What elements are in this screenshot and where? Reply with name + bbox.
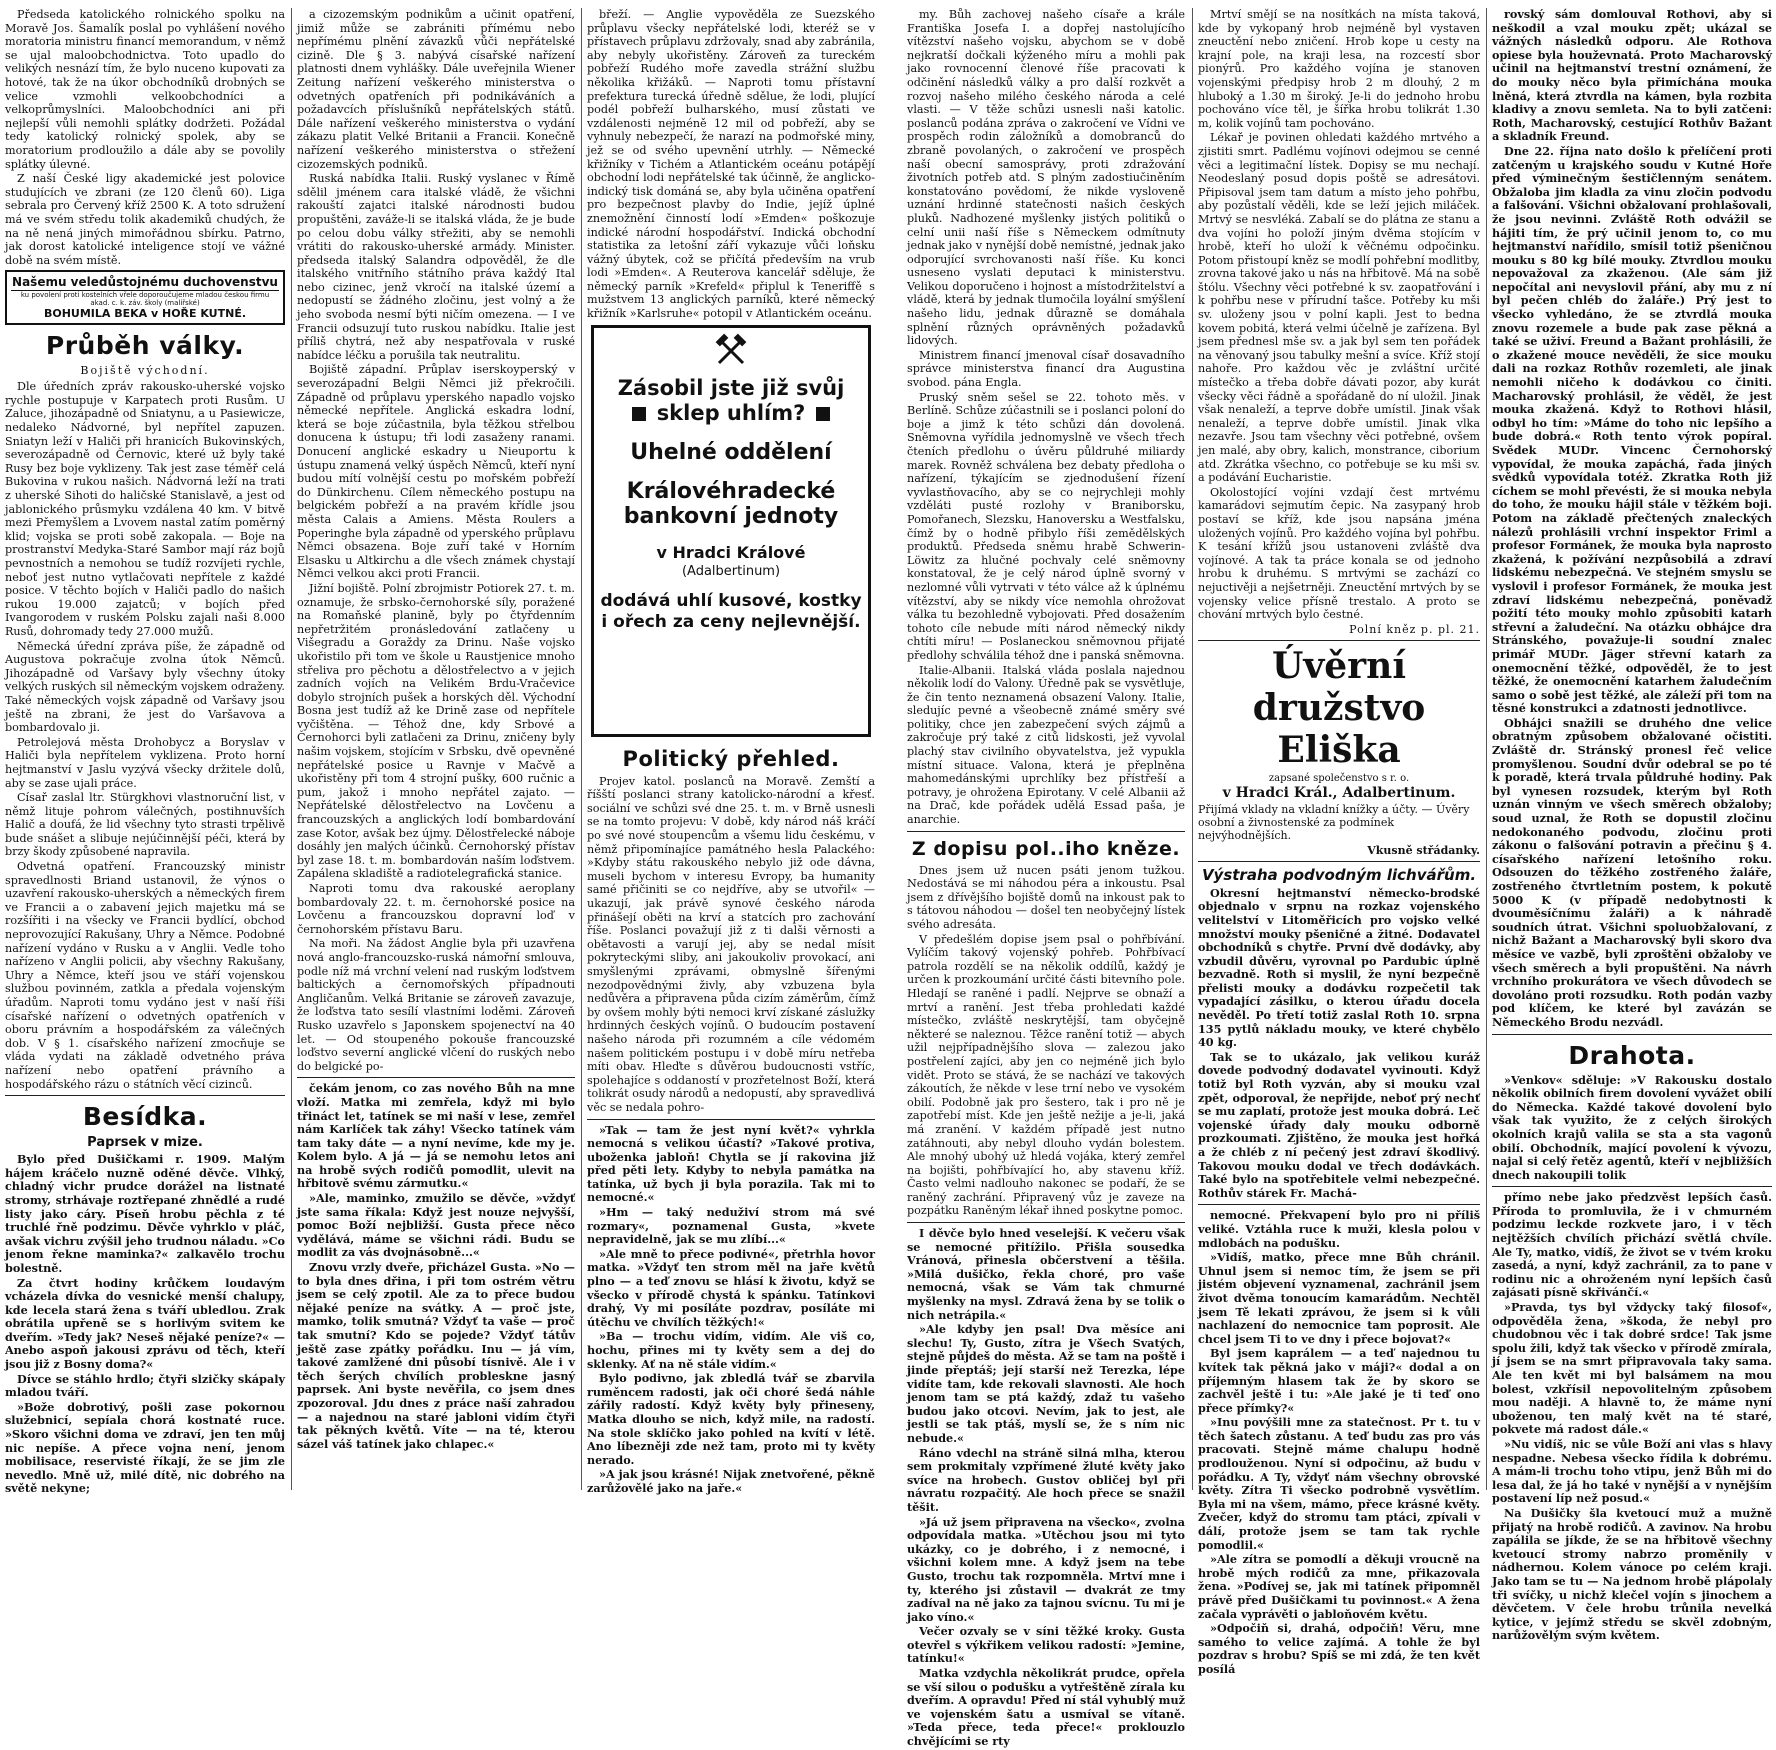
- paragraph: my. Bůh zachovej našeho císaře a krále Františka Josefa I. a dopřej nastolujícího vítězství našeho vojsku, abychom se v době nejkratší dočkali kýženého míru a mohli pak jako rovnocenní členové říše pracovati k odčinění následků války a pro další rozkvět a rozvoj našeho milého českého národa a celé vlasti. — V těže schůzi usnesli naši katolic. poslanců podána zpráva o zakročení ve Vídni ve prospěch rodin záložníků a domobranců do zbraně povolaných, o zakročení ve prospěch naší obecní samosprávy, proti zdražování životních potřeb atd. S plným zadostiučiněním konstatováno povědomí, že nikde vysloveně uznání hrdinné statečnosti našich českých pluků. Nadhozené myšlenky jistých politiků o celní unii naší říše s Německem odmítnuty jednak jako v nynější době nemístné, jednak jako odporující svrchovanosti naší říše. Ku konci usneseno vyslati deputaci k ministerstvu. Velikou doporučeno i hojnost a místodržitelství a vládě, která by jednak tlumočila loyální smýšlení našeho lidu, jednak důrazně se domáhala splnění různých oprávněných požadavků lidových.: [907, 8, 1185, 348]
- paragraph: Odvetná opatření. Francouzský ministr spravedlnosti Briand ustanovil, že výnos o uzavření rakousko-uherských a německých firem ve Francii a o zabavení jejich majetku má se rozšířiti i na všecky ve Francii bydlící, obchod neprovozující Rakušany, Uhry a Němce. Podobné nařízení vydáno v Rusku a v Anglii. Vedle toho nařízeno v Anglii policii, aby všechny Rakušany, Uhry a Němce, kteří jsou ve stáří vojenskou službou povinném, zatkla a předala vojenským úřadům. Naproti tomu vydáno jest v naší říši císařské nařízení o odvetných opatřeních v oboru právním a hospodářském za válečných dob. V § 1. císařského nařízení zmocňuje se vláda vydati na základě odvetného práva nařízení nebo opatření právního a hospodářského rázu o státních věcí cizinců.: [5, 860, 285, 1091]
- paragraph: Německá úřední zpráva píše, že západně od Augustova pokračuje zvolna útok Němců. Jihozápadně od Varšavy byly všechny útoky velkých ruských sil německým vojskem odraženy. Také německých vojsk západně od Varšavy jsou ještě na zbrani, že jest do Varšavova a bombardovalo ji.: [5, 639, 285, 735]
- paragraph: rovský sám domlouval Rothovi, aby si neškodil a vzal mouku zpět; ukázal se vážných následků odporu. Ale Rothova opiese byla houževnatá. Proto Macharovský učinil na hejtmanství trestní oznámení, že do mouky něco byla přimíchána mouka lněná, která ztvrdla na kámen, byla rozbita kladivy a znovu semleta. Na to byli zatčeni: Roth, Macharovský, cestující Rothův Bažant a skladník Freund.: [1492, 7, 1772, 144]
- paragraph: Ruská nabídka Italii. Ruský vyslanec v Římě sdělil jménem cara italské vládě, že všichni rakouští zajatci italské národnosti budou propuštěni, zaváže-li se italská vláda, že je bude po celou dobu války střežiti, aby se nemohli vrátiti do rakousko-uherské armády. Minister. předseda italský Salandra odpověděl, že dle italského vnitřního státního práva každý Ital nebo cizinec, jenž vkročí na italské území a nedopustí se žádného zločinu, jest volný a že jeho svoboda nesmí býti ničím omezena. — I ve Francii odsuzují tuto ruskou nabídku. Italie jest příliš chytrá, než aby nespatřovala v ruské nabídce léčku a porušila tak neutralitu.: [297, 172, 575, 362]
- section-heading-drahota: Drahota.: [1568, 1040, 1696, 1070]
- paragraph: Dívce se stáhlo hrdlo; čtyři slzičky skápaly mladou tváří.: [5, 1371, 285, 1400]
- divider: [5, 1095, 285, 1096]
- paragraph: I děvče bylo hned veselejší. K večeru však se nemocné přitížilo. Přišla sousedka Vránová, přinesla občerstvení a těšila. »Milá dušičko, řekla choré, pro vaše nemocná, však se Vám tak chmurné myšlenky na mysl. Zdravá žena by se tolik o nich netrápila.«: [907, 1226, 1185, 1322]
- ad-heading-block: [600, 440, 862, 529]
- right-column-2: [1198, 8, 1480, 1678]
- divider: [297, 1077, 575, 1078]
- divider: [1198, 1204, 1480, 1205]
- paragraph: »Já už jsem připravena na všecko«, zvolna odpovídala matka. »Utěchou jsou mi tyto ukázky, co je dobrého, i z nemocné, i všichni kolem mne. A když jsem na tebe Gusto, trochu tak rozpomněla. Mrtví mne i ty, kterého jsi zůstavil — dvakrát ze tmy zadíval na ně jako za tajnou svícnu. Tu mi je jako víno.«: [907, 1514, 1185, 1624]
- paragraph: »Bože dobrotivý, pošli zase pokornou služebnicí, sepíala chorá kostnaté ruce. »Skoro všichni doma ve zdraví, jen ten můj nic nepíše. A přece vojna není, jenom mobilisace, reservisté říkají, že se jim zle nevedlo. Mně už, milé dítě, nic dobrého na světě nekyne;: [5, 1399, 285, 1496]
- ad-subtitle: zapsané společenstvo s r. o.: [1268, 772, 1410, 784]
- signature: Polní kněz p. pl. 21.: [1349, 622, 1480, 636]
- paragraph: Z naší České ligy akademické jest polovice studujících ve zbrani (ze 120 členů 60). Liga sebrala pro Červený kříž 2500 K. A toto sdružení má ve svém středu tolik akademiků chudých, že na ně nená jiných mimořádnou sbírku. Patrno, jak dorost katolické inteligence stojí ve vážné době na svém místě.: [5, 172, 285, 267]
- paragraph: Tak se to ukázalo, jak velikou kuráž dovede podvodný dodavatel vyvinouti. Když totiž byl Roth vyzván, aby si mouku vzal zpět, odporoval, že nepřijde, neboť prý nechť se mu zaplatí, protože jest mouka dobrá. Leč vojenské úřady daly mouku odborně prozkoumati. Zjištěno, že mouka jest hořká a že chléb z ní pečený jest zdraví škodlivý. Takovou mouku dodal ve třech dodávkách. Také bylo na spotřebitele velmi nebezpečné. Rothův stárek Fr. Machá-: [1198, 1049, 1480, 1200]
- divider: [1198, 861, 1480, 862]
- square-bullet-icon: [816, 407, 830, 421]
- left-column-1: [5, 8, 285, 1497]
- column-divider: [291, 8, 292, 1490]
- paragraph: »Venkov« sděluje: »V Rakousku dostalo několik obilních firem dovolení vyvážet obilí do Německa. Každé takové dovolení bylo však tak využito, že z celých širokých okolních krajů valila se sta a sta vagonů obilí. Obchodník, mající povolení k vývozu, najal si celý řetěz agentů, kteří v nejbližších dnech nakoupili tolik: [1492, 1072, 1772, 1182]
- square-bullet-icon: [632, 407, 646, 421]
- crossed-hammers-icon: [600, 336, 862, 370]
- paragraph: Jižní bojiště. Polní zbrojmistr Potiorek 27. t. m. oznamuje, že srbsko-černohorské síly, poražené na Romaňské planině, byly po čtyřdenním nepřetržitém pronásledování zatlačeny u Višegradu a Goraždy za Drinu. Naše vojsko ukořistilo při tom ve škole u Raustjenice mnoho střeliva pro pěchotu a dělostřelectvo a v jejich zadních vojích na Velikém Brdu-Vračevice dobylo strojních pušek a horských děl. Východní Bosna jest tudíž až ke Drině zase od nepřítele vyčištěna. — Téhož dne, kdy Srbové a Černohorci byli zatlačeni za Drinu, zničeny byly našim vojskem, stojícím v Srbsku, dvě opevněné nepřátelské posice u Ravnje v Mačvě a ukořistěny při tom 4 strojní pušky, 600 ručnic a pum, jakož i mnoho nepřátel zajato. — Nepřátelské dělostřelectvo na Lovčenu a francouzských a anglických lodí bombardování zase Kotor, avšak bez újmy. Dělostřelecké náboje dosáhly jen malých účinků. Černohorský přístav byl zase 18. t. m. bombardován naším loďstvem. Zapálena skladiště a radiotelegrafická stanice.: [297, 581, 575, 881]
- paragraph: přímo nebe jako předzvěst lepších časů. Příroda to promluvila, že i v chmurném podzimu leckde rozkvete jaro, i v těch nejtěžších chvílích přichází světlá chvíle. Ale Ty, matko, vidíš, že život se v tvém kroku zasedá, a nyní, když zachránil, za to pane v rodinu nic a ohroženém nyní lepších časů zajásati písně skřivánčí.«: [1492, 1190, 1772, 1300]
- paragraph: Pruský sněm sešel se 22. tohoto měs. v Berlíně. Schůze zúčastnili se i poslanci poloní do boje a jimž k této schůzi dán dovolená. Sněmovna vyřídila jednomyslně ve všech třech čteních předlohu o úvěru půldruhé miliardy marek. Rovněž schválena bez debaty předloha o nařízení, týkajícím se zjednodušení řízení vyvlastňovacího, aby se co nejrychleji mohly vzděláti pusté rozlohy v Braniborsku, Pomořanech, Slezsku, Hanoversku a Westfalsku, čímž by o hodně přibylo říši zemědělských produktů. Předseda sněmu hrabě Schwerin-Löwitz za hlučné pochvaly celé sněmovny konstatoval, že je celý národ úplně svorný v nezlomné vůli vytrvati v této válce až k úplnému vítězství, aby se nikdy více nemohla ohrožovat válka tu bezohledně vybojovati. Před dosažením tohoto cíle nebude míti národ německý nikdy chtíti míru! — Poslaneckou sněmovnou přijaté předlohy schválila téhož dne i panská sněmovna.: [907, 390, 1185, 662]
- paragraph: Ministrem financí jmenoval císař dosavadního správce ministerstva financí dra Augustina svobod. pána Engla.: [907, 348, 1185, 390]
- paragraph: Bylo podivno, jak zbledlá tvář se zbarvila ruměncem radosti, jak oči choré šedá náhle zářily radostí. Když květy byly přineseny, Matka dlouho se nich, když mile, na radostí. Na stole sklíčko jako pohled na kvítí v létě. Ano líbezněji zde než tam, proto mi ty květy nerado.: [587, 1371, 875, 1467]
- paragraph: Ráno vdechl na stráně silná mlha, kterou sem prokmitaly vzpřímené žluté květy jako svíce na hrobech. Gustov obličej byl při návratu rozpačitý. Ale hoch přece se snažil těšit.: [907, 1445, 1185, 1514]
- section-heading-politics: Politický přehled.: [622, 746, 840, 771]
- paragraph: Večer ozvaly se v síni těžké kroky. Gusta otevřel s výkřikem velikou radostí: »Jemine, tatínku!«: [907, 1624, 1185, 1666]
- paragraph: »Inu povýšili mne za statečnost. Pr t. tu v těch šatech zůstanu. A teď budu zas pro vás pracovati. Stejně máme chalupu hodně prodlouženou. Nyní si odpočinu, až budu v pořádku. A Ty, vždyť nám všechny obrovské květy. Zítra Ti všecko podrobně vysvětlím. Byla mi na všem, mámo, přece krásné květy. Zvečer, když do stromu tam ptáci, zpívali v dálí, protože jsem se tam tak rychle pomodlil.«: [1198, 1415, 1480, 1552]
- section-heading-warning: Výstraha podvodným lichvářům.: [1201, 865, 1477, 884]
- ad-address: v Hradci Král., Adalbertinum.: [1222, 784, 1456, 801]
- left-column-3: [587, 8, 875, 1497]
- paragraph: břeží. — Anglie vypověděla ze Suezského průplavu všecky nepřátelské lodi, kteréž se v přístavech průplavu zdržovaly, snad aby zabránila, aby nebyly ukořistěny. Zároveň za tureckém pobřeží Rudého moře zavedla strážní službu několika křižáků. — Naproti tomu přístavní prefektura turecká úředně sdělue, že lodi, plující podél pobřeží bulharského, musí zůstati ve vzdálenosti nejméně 12 mil od pobřeží, aby se vyhnuly nebezpečí, že narazí na podmořské miny, jež se od svého upevnění utrhly. — Německé křižníky v Tichém a Atlantickém oceánu potápějí obchodní lodi nepřátelské tak účinně, že anglicko-indický tisk dománá se, aby byla učiněna opatření pro bezpečnost plavby do Indie, jejíž úplné znemožnění činností lodí »Emden« poškozuje indické národní hospodářství. Indická obchodní statistika za letošní září vykazuje vůči loňsku vážný úbytek, což se přičítá především na vrub lodi »Emden«. A Reuterova kancelář sděluje, že německý parník »Krefeld« připlul k Teneriffě s mužstvem 13 anglických parníků, které německý křižník »Karlsruhe« potopil v Atlantickém oceánu.: [587, 8, 875, 321]
- advertisement-beka: [5, 270, 285, 325]
- paragraph: Byl jsem kaprálem — a teď najednou tu kvítek tak pěkná jako v máji?« dodal a on příjemným hlasem tak že by skoro se zachvěl ještě i tu: »Ale jaké je ti teď ono přece přímky?«: [1198, 1346, 1480, 1415]
- ad-name: BOHUMILA BEKA v HOŘE KUTNÉ.: [43, 307, 247, 321]
- paragraph: Matka vzdychla několikrát prudce, opřela se vší silou o podušku a vytřeštěně zírala ku dveřím. A opravdu! Před ní stál vyhublý muž ve vojenském šatu a usmíval se vítaně. »Teda přece, teda přece!« proklouzlo chvějícími se rty: [907, 1666, 1185, 1749]
- divider: [907, 831, 1185, 832]
- ad-question-line2: sklep uhlím?: [656, 400, 806, 425]
- paragraph: Na moři. Na žádost Anglie byla při uzavřena nová anglo-francouzsko-ruská námořní smlouva, podle níž má vrchní velení nad ruským loďstvem baltických a černomořských případnouti Angličanům. Velká Britanie se zároveň zavazuje, že loďstva tato sesílí vlastními loděmi. Zároveň Rusko uzavřelo s Japonskem spojenectví na 40 let. — Od stoupeného pokouše francouzské loďstvo severní anglické vlčení do ruských nebo do belgické po-: [297, 937, 575, 1073]
- paragraph: Obhájci snažili se druhého dne velice obratným způsobem obžalované očistiti. Zvláště dr. Stránský pronesl řeč velice promyšlenou. Soudní dvůr odebral se po té k poradě, která trvala půldruhé hodiny. Pak byl vynesen rozsudek, kterým byl Roth uznán vinným ve všech směrech obžaloby; soud uznal, že Roth se dopustil zločinu nedokonaného podvodu, zločinu proti zákonu o falšování potravin a přečinu § 4. císařského nařízení letošního roku. Odsouzen do těžkého zostřeného žaláře, zostřeného čtvrtletním postem, k pokutě 5000 K (v případě nedobytnosti k dvouměsíčnímu žaláři) a k náhradě soudních útrat. Všichni spoluobžalovaní, z nichž Bažant a Macharovský byli skoro dva měsíce ve vazbě, byli zproštěni obžaloby ve všech směrech a byli propuštěni. Na návrh vrchního prokurátora ve všech důvodech se dovoláno proti rozsudku. Roth podán vazby pod klíčem, ke které byl zavázán se Německého Brodu nezvádl.: [1492, 715, 1772, 1029]
- divider: [907, 1222, 1185, 1223]
- ad-question: [600, 376, 862, 426]
- section-heading-war: Průběh války.: [45, 331, 245, 361]
- paragraph: V předešlém dopise jsem psal o pohřbívání. Vylíčím takový vojenský pohřeb. Pohřbívací patrola rozdělí se na několik oddílů, každý je určen k prozkoumání určité části bitevního pole. Hledají se raněné i padlí. Nejprve se obnaží a mrtví a ranění. Jest třeba prohledati každé místečko, zvláště neskrytější, tam obyčejně některé se naleznou. Těžce ranění totiž — abych užil nejpřípadnějšího slova — zalezou jako postřelení zajíci, aby jen co nejméně jich bylo vidět. Proto se stává, že se nachází ve takových zákoutích, že někde v lese trní nebo ve vysokém obilí. Podobně jak pro šestero, tak i pro ně je zapotřebí míst. Kde jen ještě nežije a je-li, jaká má zranění. V každém případě jest nutno zatáhnouti, aby nebyl dlouho vydán bolestem. Ale mnohý ubohý už hledá vojáka, který zemřel na bojišti, pohřbívající ho, aby stavenu kříž. Často velmi nadlouho nakonec se podaří, že se raněný zachrání. Připravený vůz je zaveze na pozpátku Raněným lékař ihned poskytne pomoc.: [907, 932, 1185, 1218]
- advertisement-eliska: [1198, 645, 1480, 857]
- column-divider: [581, 8, 582, 1490]
- ad-title: Úvěrní družstvo Eliška: [1252, 644, 1426, 771]
- right-column-1: [907, 8, 1185, 1750]
- ad-text: Přijímá vklady na vkladní knížky a účty. — Úvěry osobní a živnostenské za podmínek nejvýhodnějších.: [1198, 802, 1470, 842]
- divider: [1492, 1034, 1772, 1035]
- paragraph: »Ale mně to přece podivné«, přetrhla hovor matka. »Vždyť ten strom měl na jaře květů plno — a teď znovu se hlásí k životu, když se všecko v přírodě chystá k spánku. Tatínkovi drahý, Vy mi posíláte pozdrav, posíláte mi útěchu ve chvílích těžkých!«: [587, 1246, 875, 1329]
- column-divider: [1192, 8, 1193, 1490]
- paragraph: Okresní hejtmanství německo-brodské objednalo v srpnu na rozkaz vojenského velitelství v Litoměřicích pro vojsko velké množství mouky pšeničné a žitné. Dodavatel obchodníků s chytře. První dvě dodávky, aby vzbudil důvěru, vyrovnal po Pardubic úplně bezvadně. Roth si myslil, že nyní bezpečně přelisti mouky a dodávku rozpečetil tak vypadající zásilku, o kterou úřadu docela nevěděl. Po třetí totiž zaslal Roth 10. srpna 135 pytlů nákladu mouky, ve které chybělo 40 kg.: [1198, 885, 1480, 1050]
- divider: [1492, 1186, 1772, 1187]
- paragraph: Předseda katolického rolnického spolku na Moravě Jos. Šamalík poslal po vyhlášení nového moratoria ministru financí memorandum, v němž se ujal maloobchodnictva. Toto upadlo do velikých nesnází tím, že bylo nuceno kupovati za hotové, tak že na úkor obchodníků drobných se velice vzmohli velkoobchodníci a velkoprůmyslníci. Maloobchodníci ani při nejlepší vůli nemohli splátky dodržeti. Požádal tedy katolický rolnický spolek, aby se moratorium prodloužilo a dále aby se povolily splátky úlevné.: [5, 8, 285, 171]
- advertisement-coal: [591, 325, 871, 737]
- paragraph: Lékař je povinen ohledati každého mrtvého a zjistiti smrt. Padlému vojínovi odejmou se cenné věci a legitimační lístek. Dopisy se mu nechají. Neodeslaný posud dopis poště se adresátovi. Připisoval jsem tam datum a místo jeho pohřbu, aby pozůstalí věděli, kde se leží jejich miláček. Mrtvý se nesvléká. Zabalí se do plátna ze stanu a dva vojíni ho položí jiným dvěma stojícím v hrobě, kteří ho uloží k věčnému odpočinku. Potom přistoupí kněz se modlí pohřební modlitby, zrovna takové jako u nás na hřbitově. Má na sobě štólu. Všechny věci potřebné k sv. zaopatřování i k pohřbu nese v přírudní tašce. Potřeby ku mši sv. uloženy jsou v polní kapli. Jest to bedna kovem pobitá, která velmi účelně je zařízena. Byl jsem přednesl mše sv. a jak byl sem ten pořádek na věnovaný jsou tabulky mešní a svíce. Kříž stojí nahoře. Pro každou věc je zvláštní určité místečko a třeba dobře dávati pozor, aby kurát všecky věci řádně a spořádaně do ní uložil. Jinak však nenaleží, a teprve dobře umístil. Jinak však nenaleží, a teprve dobře umístil. Jinak vlka nezavře. Jsou tam všechny věci potřebné, ovšem jen malé, aby obry, kalich, monstrance, ciborium atd. Zkrátka všechno, co potřebuje se ku mši sv. a podávání Eucharistie.: [1198, 131, 1480, 485]
- ad-text: ku povolení proti kostelních vřele doporoučujeme mladou českou firmu akad. c. k. záv. školy (malířské): [20, 291, 270, 308]
- section-heading-letter: Z dopisu pol..iho kněze.: [911, 837, 1181, 860]
- paragraph: Za čtvrt hodiny krůčkem loudavým vcházela dívka do vesnické menší chalupy, kde lecela stará žena s tváří ubledlou. Zrak obrátila upřeně se s horlivým svitem ke dveřím. »Tedy jak? Neseš nějaké peníze?« — Anebo aspoň jakousi zprávu od těch, kteří jsou již z Bosny doma?«: [5, 1275, 285, 1372]
- paragraph: »Ale kdyby jen psal! Dva měsíce ani slechu! Ty, Gusto, zítra je Všech Svatých, stejně půjdeš do města. Až se tam na poště i jinde přeptáš; její starší než Terezka, lépe vidíte tam, kde rekovali slavnosti. Ale hoch jenom tam se ptá každý, zdaž tu vašeho budou jako otcovi. Nevím, jak to jest, ale jestli se tak ptáš, myslí se, že s ním nic nebude.«: [907, 1322, 1185, 1445]
- paragraph: Bylo před Dušičkami r. 1909. Malým hájem kráčelo nuzně oděné děvče. Vlhký, chladný vichr prudce dorážel na listnaté stromy, strhávaje roztřepané zhnědlé a rudé listy jako cáry. Píseň hrobu pěchla z té truchlé řně podzimu. Děvče vyhrklo v pláč, avšak vichru zvýšil jeho trudnou náladu. »Co jenom řekne maminka?« zalkavělo trochu bolestně.: [5, 1152, 285, 1275]
- paragraph: Na Dušičky šla kvetoucí muž a mužně přijatý na hrobě rodičů. A zavinov. Na hrobu zapálila se jíkde, že se na hřbitově všechny kvetoucí stromy nabrzo proměnily v nádhernou. Kolem vánoce po celém kraji. Jako tam se tu — Na jednom hrobě plápolaly tři svíčky, u nichž klečel vojín s jinochem a děvčetem. V čele hrobu trůnila nevelká kytice, v jejímž středu se skvěl zdobným, narůžovělým svým květem.: [1492, 1505, 1772, 1643]
- left-page: [0, 0, 880, 1500]
- section-subheading: Bojiště východní.: [80, 364, 210, 378]
- paragraph: Okolostojící vojíni vzdají čest mrtvému kamarádovi sejmutím čepic. Na zasypaný hrob postaví se kříž, kde jsou napsána jména uložených vojínů. Pro každého vojína byl pohřbu. K tesání křížů jsou ustanoveni zvláště dva vojínové. A tak ta práce konala se od jednoho hrobu k druhému. S mrtvými se zachází co nejuctivěji a nejšetrněji. Zneuctění mrtvých by se vojensky velice přísně trestalo. A proto se chování mrtvých bylo čestné.: [1198, 485, 1480, 622]
- paragraph: »Odpočiň si, drahá, odpočiň! Věru, mne samého to velice zajímá. A tohle že byl pozdrav s hrobu? Spíš se mi zdá, že ten květ posílá: [1198, 1621, 1480, 1676]
- ad-sign: Vkusně střádanky.: [1367, 843, 1480, 857]
- paragraph: »Vidíš, matko, přece mne Bůh chránil. Uhnul jsem si nemoc tím, že jsem se při jistém objevení vyznamenal, zachránil jsem život dvěma tonoucím kamarádům. Nechtěl jsem Tě lekati zprávou, že jsem si k vůli nachlazení do nemocnice tam poprosit. Ale chcel jsem Ti to ve dny i přece bojovat?«: [1198, 1250, 1480, 1346]
- ad-heading-line: bankovní jednoty: [623, 503, 839, 529]
- ad-question-line1: Zásobil jste již svůj: [617, 375, 845, 400]
- paragraph: Znovu vrzly dveře, přicházel Gusta. »No — to byla dnes dřina, i při tom ostrém větru jsem se celý zpotil. Ale za to přece budou nějaké peníze na svátky. A — proč jste, mamko, tolik smutná? Vždyť ta vaše — proč tak smutní? Kdo se pojede? Vždyť tátův ještě zase zpátky pořádku. Inu — já vím, takové zamlžené dni působí tísnivě. Ale i v těch šerých chvílích probleskne jasný paprsek. Ani byste nevěřila, co jsem dnes zpozoroval. Jdu dnes z práce naší zahradou — a najednou na staré jabloni vidím čtyři tak pěkných květů. Víte — na té, kterou sázel váš tatínek jako chlapec.«: [297, 1260, 575, 1451]
- paragraph: »Ba — trochu vidím, vidím. Ale viš co, hochu, přines mi ty květy sem a dej do sklenky. Ať na ně stále vidím.«: [587, 1329, 875, 1371]
- paragraph: »Tak — tam že jest nyní květ?« vyhrkla nemocná s velikou účastí? »Takové protiva, uboženka jabloň! Chytla se jí rakovina již před pěti lety. Kdyby to nebyla památka na tatínka, už bych ji byla porazila. Tak mi to nemocné.«: [587, 1122, 875, 1205]
- paragraph: »Hm — taký neduživí strom má své rozmary«, poznamenal Gusta, »kvete nepravidelně, jak se mu zlíbí...«: [587, 1205, 875, 1247]
- paragraph: »A jak jsou krásné! Nijak znetvořené, pěkně zarůžovělé jako na jaře.«: [587, 1467, 875, 1495]
- paragraph: Bojiště západní. Průplav iserskoyperský v severozápadní Belgii Němci již překročili. Západně od průplavu yperského napadlo vojsko německé nepřítele. Anglická eskadra lodní, která se boje zúčastnila, byla těžkou střelbou donucena k ústupu; tři lodi zasaženy ranami. Donucení anglické eskadry u Nieuportu k ústupu znamená velký úspěch Němců, kteří nyní budou mítí volnější cestu po mořském pobřeží do Dünkirchenu. Cílem německého postupu na belgickém pobřeží a na pravém křídle jsou města Calais a Amiens. Města Roulers a Poperinghe byla západně od yperského průplavu Němci obsazena. Boje zuří také v Horním Elsasku u Altkirchu a dle všech známek chystají Němci velkou akci proti Francii.: [297, 363, 575, 581]
- paragraph: »Pravda, tys byl vždycky taký filosof«, odpověděla žena, »škoda, že nebyl pro chudobnou věc i tak dobré srdce! Tak jsme spolu žili, když tak všecko v přírodě zmírala, jí jsem se na smrt připravovala taky sama. Ale ten květ mi byl balsámem na mou bolest, vzkřísil nepovolitelným způsobem mou naději. A hlavně to, že máme nyní uboženou, ten malý květ na té staré, pokvete má radost dále.«: [1492, 1300, 1772, 1437]
- section-heading-besidka: Besídka.: [82, 1102, 208, 1132]
- ad-heading-line: Uhelné oddělení: [630, 439, 832, 465]
- story-title: Paprsek v mize.: [87, 1135, 203, 1151]
- paragraph: Petrolejová města Drohobycz a Boryslav v Haliči byla nepřítelem vyklizena. Proto horní hejtmanství v Jaslu vyzývá všecky držitele dolů, aby se zase ujali práce.: [5, 735, 285, 790]
- paragraph: Italie-Albanii. Italská vláda poslala najednou několik lodí do Valony. Úředně pak se vysvětluje, že čin tento neznamená obsazení Valony. Italie, sledujíc pevné a všeobecně známé směry své politiky, chce jen zabezpečení svých zájmů a zakročuje prý také z citů lidskosti, jež vyvolal plachý stav civilního obyvatelstva, jež vypukla místní situace. Valona, která je přeplněna mahomedánskými uprchlíky bez přístřeší a potravy, je ohrožena Epirotany. V celé Albanii až na Drač, kde pořádek udělá Essad paša, je anarchie.: [907, 663, 1185, 827]
- paragraph: Projev katol. poslanců na Moravě. Zemští a říšští poslanci strany katolicko-národní a křesť. sociální ve schůzi své dne 25. t. m. v Brně usnesli se na tomto projevu: V době, kdy národ náš kráčí po své nové stoupencům a všemu lidu českému, v němž připomínajíce památného hesla Palackého: »Kdyby státu rakouského nebylo již ode dávna, museli bychom v interesu Evropy, ba humanity samé přičiniti se co nejdříve, aby se utvořil« — ukazují, jak právě synové českého národa přinášejí oběti na krví a statcích pro zachování říše. Poslanci považují již z ti dalši věrnosti a obětavosti a varují jej, aby se nedal mísit pokryteckými sliby, ani jakoukoliv provokací, ani smyšlenými zprávami, obmyslně šířenými nezodpovědnými živly, aby vzbuzena byla nedůvěra a připravena půda cizím záměrům, čímž by ovšem mohly býti nemoci krví získané záslužky hrdinných českých vojínů. O budoucím postavení našeho národa při rozumném a cíle védomém našem politickém postupu i v době míru netřeba míti obav. Hleďte s důvěrou budoucnosti vstříc, spolehajíce s oddaností v prozřetelnost Boží, která tolikrát osudy národů a nedopustí, aby spravedlivá věc se nedala pohro-: [587, 774, 875, 1114]
- paragraph: Naproti tomu dva rakouské aeroplany bombardovaly 22. t. m. černohorské posice na Lovčenu a francouzskou dopravní loď v černohorském přístavu Baru.: [297, 882, 575, 936]
- paragraph: »Ale zítra se pomodlí a děkuji vroucně na hrobě mých rodičů za mne, přikazovala žena. »Podívej se, jak mi tatínek připomněl právě před Dušičkami tu povinnost.« A žena začala vyprávěti o jabloňovém květu.: [1198, 1552, 1480, 1621]
- column-divider: [1486, 8, 1487, 1490]
- paragraph: Císař zaslal ltr. Stürgkhovi vlastnoruční list, v němž lituje pohrom válečných, postihnuvších Halič a doufá, že lid všechny tyto strasti trpělivě bude snášet a slibuje nejúčinnější péči, která by brzy škody způsobené napravila.: [5, 791, 285, 859]
- right-page: [905, 0, 1776, 1749]
- divider: [1198, 640, 1480, 641]
- ad-heading-line: Královéhradecké: [626, 478, 836, 504]
- divider: [587, 1119, 875, 1120]
- paragraph: »Ale, maminko, zmužilo se děvče, »vždyť jste sama říkala: Když jest nouze nejvyšší, pomoc Boží nejbližší. Gusta přece něco vydělává, máme se všichni rádi. Budu se modlit za vás dvojnásobně...«: [297, 1191, 575, 1260]
- ad-offer: dodává uhlí kusové, kostky i ořech za ceny nejlevnější.: [600, 590, 862, 632]
- paragraph: Dle úředních zpráv rakousko-uherské vojsko rychle postupuje v Karpatech proti Rusům. U Zaluce, jihozápadně od Sniatynu, a u Pasiewicze, nedaleko Nádvorné, byl nepřítel zapuzen. Sniatyn leží v Haliči při hranicích Bukovinských, severozápadně od Černovic, které už byly také Rusy bez boje vyklizeny. Tak jest zase téměř celá Bukovina v rukou našich. Nádvorná leží na trati z uherské Sihoti do haličské Stanislavě, a jest od jablonického průsmyku vzdálena 40 km. V bitvě mezi Přemyšlem a Lvovem nastal zatím poměrný klid; vojska se proti sobě zakopala. — Boje na prostranství Medyka-Staré Sambor mají ráz bojů pevnostních a nemohou se tudíž rozvíjeti rychle, neboť jest nutno vytlačovati nepřítele z každé posice. V těchto bojích v Haliči padlo do našich rukou 19.000 zajatců; v bojích před Ivangorodem v ruském Polsku zajali naši 8.000 Rusů, dohromady tedy 27.000 mužů.: [5, 380, 285, 638]
- paragraph: Dnes jsem už nucen psáti jenom tužkou. Nedostává se mi náhodou péra a inkoustu. Psal jsem z dřívějšího bojiště domů na inkoust pak to s tátovou náhodou — došel ten neobyčejný lístek svého adresáta.: [907, 863, 1185, 931]
- left-column-2: [297, 8, 575, 1452]
- paragraph: Mrtví smějí se na nosítkách na místa taková, kde by vykopaný hrob nejméně byl vystaven zneuctění nebo zničení. Hrob kope u cesty na krajní pole, na kraji lesa, na rozcestí sbor pionýrů. Pro každého vojína je stanoven vojenskými předpisy hrob 2 m dlouhý, 2 m hluboký a 1.30 m široký. Je-li do jednoho hrobu pochováno více těl, je šířka hrobu tolikrát 1.30 m, kolik vojínů tam pochováno.: [1198, 8, 1480, 130]
- ad-location: v Hradci Králové: [656, 542, 806, 562]
- paragraph: Dne 22. října nato došlo k přelíčení proti zatčeným u krajského soudu v Kutné Hoře před výminečným šestičlenným senátem. Obžaloba jim kladla za vinu zločin podvodu a falšování. Všichni obžalovaní prohlašovali, že jsou nevinni. Zvláště Roth odvážil se hájiti tím, že prý učinil jenom to, co mu hejtmanství nařídilo, smísil totiž pšeničnou mouku s 80 kg bílé mouky. Ztvrdlou mouku nepovažoval za zkaženou. (Ale sám již nepočítal ani nevyslovil přání, aby mu z ní byl pečen chléb do žaláře.) Prý jest to všecko vyhledáno, že se ztvrdlá mouka znovu rozemele a bude pak zase pěkná a také se uživí. Freund a Bažant prohlásili, že o zkažené mouce nevěděli, že sice mouku dali na rozkaz Rothův rozemleti, ale jinak nemohli ničeho k dodávkou co činiti. Macharovský prohlásil, že věděl, že jest mouka zkažená. Když to Rothovi hlásil, odbyl ho tím: »Máme do toho nic lepšího a bude dobrá.« Roth tento výrok popíral. Svědek MUDr. Vincenc Černohorský vypovídal, že mouka zapáchá, řada jiných svědků vypovídala totéž. Zkratka Roth již cíchem se mohl převésti, že si mouka nebyla do toho, že mouku hájil stále v těžkém boji. Potom na základě přečtených znaleckých nálezů prohlásili vrchní inspektor Friml a profesor Formánek, že mouka byla naprosto zkažená, k požívání nezpůsobilá a zdraví lidskému nebezpečná. Ve stejném smyslu se vyslovil i profesor Formánek, že mouka jest zdraví lidskému nebezpečná, poněvadž požití této mouky mohlo způsobiti katarh střevní a žaludeční. Na otázku obhájce dra Stránského, považuje-li soudní znalec primář MUDr. Jäger střevní katarh za onemocnění těžké, odpověděl, že to jest těžké, že onemocnění katarhem žaludečním samo o sobě jest těžké, ale záleží při tom na těsné konstrukci a zdatnosti jednotlivce.: [1492, 143, 1772, 716]
- paragraph: »Nu vidíš, nic se vůle Boží ani vlas s hlavy nespadne. Nebesa všecko řídila k dobrému. A mám-li trochu toho vtipu, jenž Bůh mi do lesa dal, že já ho také v nynější a v nynějším postavení líp než posud.«: [1492, 1436, 1772, 1506]
- right-column-3: [1492, 8, 1772, 1644]
- paragraph: čekám jenom, co zas nového Bůh na mne vloží. Matka mi zemřela, když mi bylo třináct let, tatínek se mi naší v lese, zemřel nám Karlíček tak záhy! Všecko tatínek vám tam taky dáte — a nyní nevíme, kde my je. Kolem bylo. A já — já se nemohu letos ani na hrobě svých rodičů pomodlit, ulevit na hřbitově svému zármutku.«: [297, 1081, 575, 1191]
- ad-location-sub: (Adalbertinum): [681, 563, 781, 579]
- paragraph: nemocné. Překvapení bylo pro ni příliš veliké. Vztáhla ruce k muži, klesla polou v mdlobách na podušku.: [1198, 1208, 1480, 1250]
- paragraph: a cizozemským podnikům a učinit opatření, jimiž může se zabrániti přímému nebo nepřímému plnění závazků vůči nepřátelské cizině. Dle § 3. nabývá císařské nařízení platnosti dnem vyhlášky. Dále uveřejnila Wiener Zeitung nařízení veškerého ministerstva o odvetných opatřeních při podnikáváních a požadavcích příslušníků nepřátelských států. Dále nařízení veškerého ministerstva o vydání zákazu platit Velké Britanii a Francii. Konečně nařízení veškerého ministerstva o střežení cizozemských podniků.: [297, 8, 575, 171]
- ad-heading: Našemu veledůstojnému duchovenstvu: [12, 275, 278, 290]
